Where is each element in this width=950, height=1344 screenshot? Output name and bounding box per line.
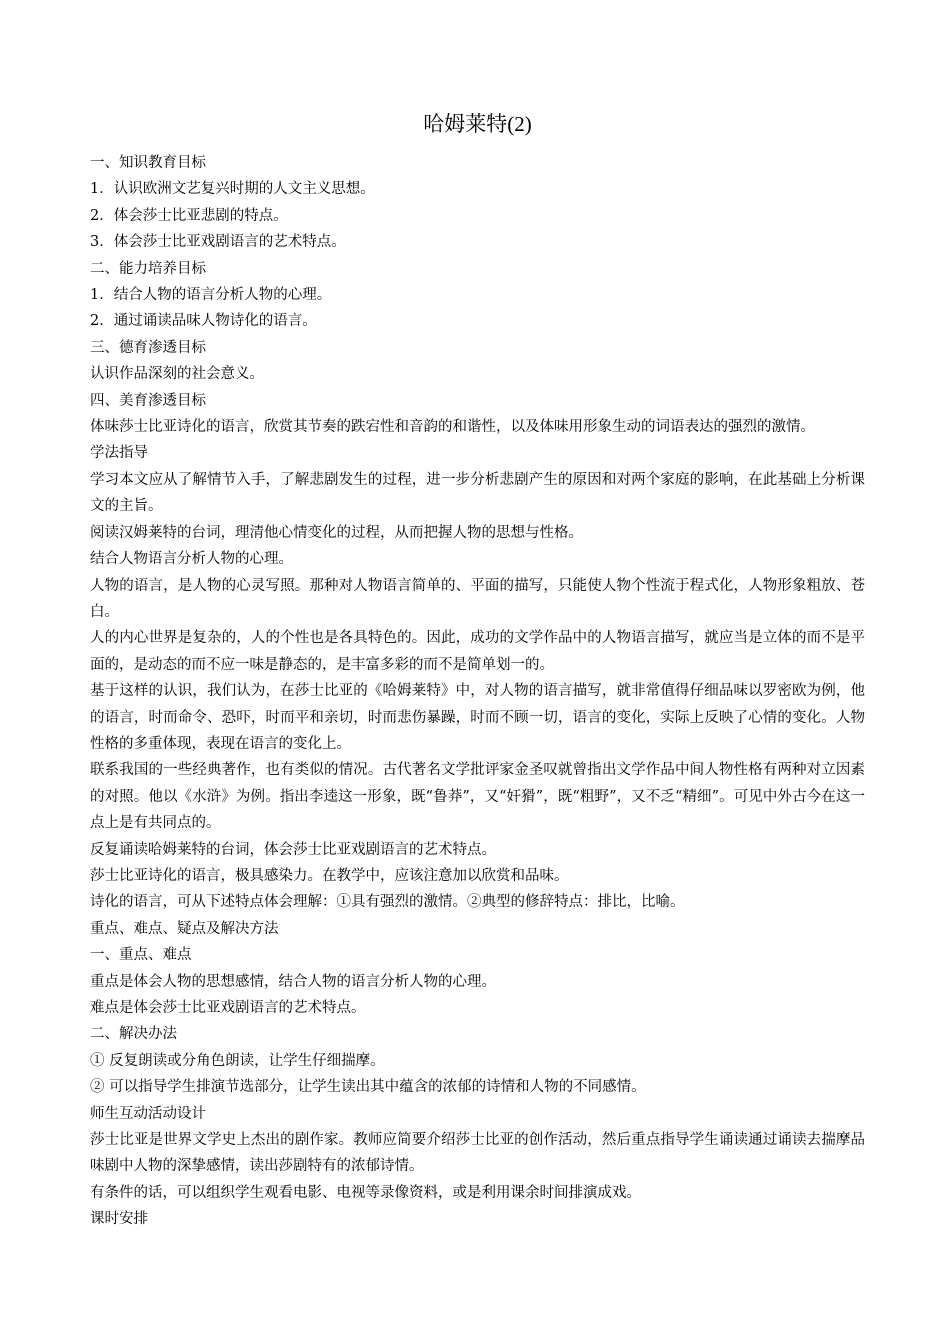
paragraph: 二、解决办法 — [90, 1026, 177, 1043]
paragraph: 课时安排 — [90, 1211, 148, 1228]
paragraph: 一、知识教育目标 — [90, 155, 206, 171]
paragraph: 结合人物语言分析人物的心理。 — [90, 551, 293, 568]
paragraph: 3．体会莎士比亚戏剧语言的艺术特点。 — [90, 234, 346, 251]
paragraph: 重点、难点、疑点及解决方法 — [90, 920, 279, 937]
paragraph: 1．认识欧洲文艺复兴时期的人文主义思想。 — [90, 181, 375, 198]
paragraph: 三、德育渗透目标 — [90, 339, 206, 356]
paragraph: 联系我国的一些经典著作，也有类似的情况。古代著名文学批评家金圣叹就曾指出文学作品中间人物性格有两种对立因素的对照。他以《水浒》为例。指出李逵这一形象，既“鲁莽”，又“奸猾”，既“粗野”，又不乏“精细”。可见中外古今在这一点上是有共同点的。 — [90, 762, 865, 832]
paragraph: 莎士比亚诗化的语言，极具感染力。在教学中，应该注意加以欣赏和品味。 — [90, 867, 569, 884]
paragraph: 人物的语言，是人物的心灵写照。那种对人物语言简单的、平面的描写，只能使人物个性流于程式化，人物形象粗放、苍白。 — [90, 577, 865, 620]
document-body — [90, 150, 865, 1233]
paragraph: 阅读汉姆莱特的台词，理清他心情变化的过程，从而把握人物的思想与性格。 — [90, 524, 583, 541]
paragraph: ② 可以指导学生排演节选部分，让学生读出其中蕴含的浓郁的诗情和人物的不同感情。 — [90, 1079, 646, 1096]
paragraph: ① 反复朗读或分角色朗读，让学生仔细揣摩。 — [90, 1052, 385, 1069]
paragraph: 难点是体会莎士比亚戏剧语言的艺术特点。 — [90, 1000, 366, 1016]
paragraph: 学法指导 — [90, 445, 148, 462]
paragraph: 1．结合人物的语言分析人物的心理。 — [90, 287, 332, 304]
document-page — [90, 104, 865, 1233]
paragraph: 体味莎士比亚诗化的语言，欣赏其节奏的跌宕性和音韵的和谐性，以及体味用形象生动的词语表达的强烈的激情。 — [90, 419, 815, 436]
paragraph: 二、能力培养目标 — [90, 260, 206, 277]
paragraph: 有条件的话，可以组织学生观看电影、电视等录像资料，或是利用课余时间排演成戏。 — [90, 1184, 641, 1201]
paragraph: 师生互动活动设计 — [90, 1105, 206, 1122]
paragraph: 莎士比亚是世界文学史上杰出的剧作家。教师应简要介绍莎士比亚的创作活动，然后重点指导学生诵读通过诵读去揣摩品味剧中人物的深挚感情，读出莎剧特有的浓郁诗情。 — [90, 1132, 865, 1175]
paragraph: 重点是体会人物的思想感情，结合人物的语言分析人物的心理。 — [90, 973, 496, 990]
document-title: 哈姆莱特(2) — [423, 112, 532, 136]
paragraph: 四、美育渗透目标 — [90, 392, 206, 409]
paragraph: 学习本文应从了解情节入手，了解悲剧发生的过程，进一步分析悲剧产生的原因和对两个家庭的影响，在此基础上分析课文的主旨。 — [90, 471, 865, 515]
paragraph: 一、重点、难点 — [90, 947, 192, 964]
paragraph: 认识作品深刻的社会意义。 — [90, 366, 264, 383]
paragraph: 人的内心世界是复杂的，人的个性也是各具特色的。因此，成功的文学作品中的人物语言描写，就应当是立体的而不是平面的，是动态的而不应一味是静态的，是丰富多彩的而不是简单划一的。 — [90, 630, 865, 673]
paragraph: 2．体会莎士比亚悲剧的特点。 — [90, 207, 288, 224]
paragraph: 2．通过诵读品味人物诗化的语言。 — [90, 313, 317, 330]
paragraph: 反复诵读哈姆莱特的台词，体会莎士比亚戏剧语言的艺术特点。 — [90, 841, 496, 858]
paragraph: 基于这样的认识，我们认为，在莎士比亚的《哈姆莱特》中，对人物的语言描写，就非常值得仔细品味以罗密欧为例，他的语言，时而命令、恐吓，时而平和亲切，时而悲伤暴躁，时而不顾一切，语言的变化，实际上反映了心情的变化。人物性格的多重体现，表现在语言的变化上。 — [90, 683, 865, 752]
paragraph: 诗化的语言，可从下述特点体会理解：①具有强烈的激情。②典型的修辞特点：排比，比喻。 — [90, 894, 685, 911]
